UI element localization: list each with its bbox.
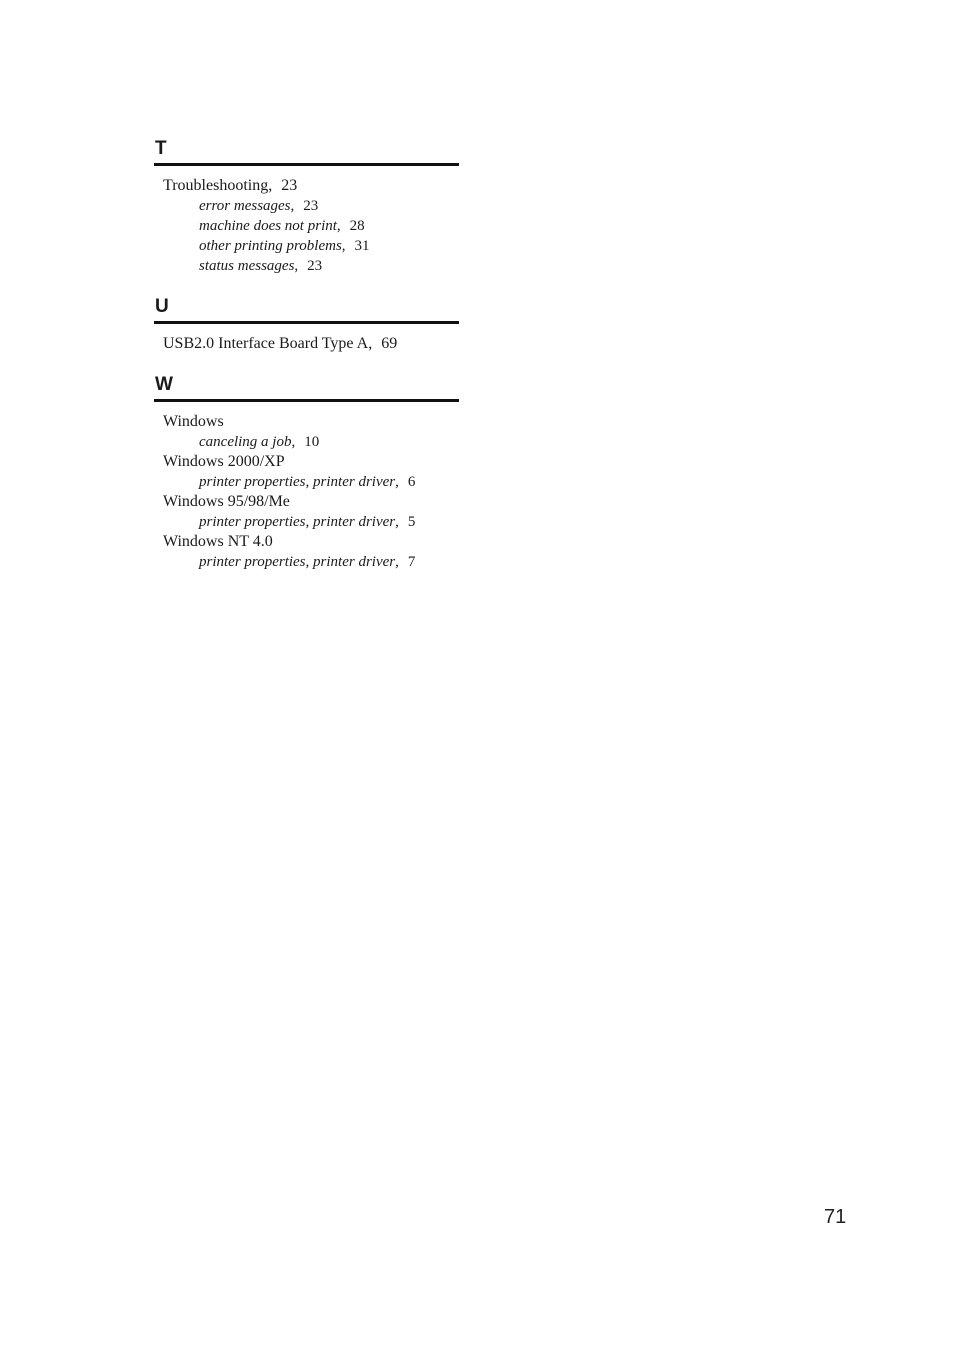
- subentry-page: 7: [407, 554, 416, 570]
- index-subentry: printer properties, printer driver, 5: [199, 514, 416, 530]
- section-letter: U: [155, 296, 169, 317]
- subentry-term: printer properties, printer driver: [199, 474, 396, 490]
- section-rule: [154, 321, 459, 324]
- subentry-term: machine does not print: [199, 218, 337, 234]
- index-subentry: other printing problems, 31: [199, 238, 370, 254]
- index-entry: [154, 412, 459, 432]
- entry-page: 69: [381, 335, 398, 352]
- subentry-term: error messages: [199, 198, 291, 214]
- index-subentry: printer properties, printer driver, 7: [199, 554, 416, 570]
- subentry-page: 10: [304, 434, 320, 450]
- index-entry: Troubleshooting, 23: [163, 177, 298, 194]
- subentry-term: other printing problems: [199, 238, 342, 254]
- entry-term: Troubleshooting: [163, 177, 269, 194]
- entry-term: Windows: [163, 413, 224, 430]
- index-list: [154, 138, 459, 592]
- subentry-page: 6: [407, 474, 416, 490]
- entry-page: 23: [281, 177, 298, 194]
- index-subentry: error messages, 23: [199, 198, 319, 214]
- subentry-term: printer properties, printer driver: [199, 554, 396, 570]
- subentry-page: 28: [349, 218, 365, 234]
- index-entry: [154, 452, 459, 472]
- page-number: 71: [824, 1206, 847, 1228]
- index-subentry: status messages, 23: [199, 258, 323, 274]
- index-subentry: canceling a job, 10: [199, 434, 320, 450]
- subentry-page: 5: [407, 514, 416, 530]
- index-section-t: [154, 138, 459, 276]
- entry-term: USB2.0 Interface Board Type A: [163, 335, 369, 352]
- section-rule: [154, 399, 459, 402]
- index-entry: [154, 492, 459, 512]
- entry-term: Windows NT 4.0: [163, 533, 273, 550]
- subentry-page: 23: [303, 198, 319, 214]
- section-rule: [154, 163, 459, 166]
- subentry-page: 31: [354, 238, 370, 254]
- index-section-w: [154, 374, 459, 572]
- section-letter: T: [155, 138, 167, 159]
- index-entry: USB2.0 Interface Board Type A, 69: [163, 335, 398, 352]
- entry-term: Windows 95/98/Me: [163, 493, 290, 510]
- index-subentry: machine does not print, 28: [199, 218, 365, 234]
- subentry-term: printer properties, printer driver: [199, 514, 396, 530]
- entry-term: Windows 2000/XP: [163, 453, 285, 470]
- subentry-term: status messages: [199, 258, 295, 274]
- subentry-page: 23: [307, 258, 323, 274]
- index-subentry: printer properties, printer driver, 6: [199, 474, 416, 490]
- index-entry: [154, 532, 459, 552]
- subentry-term: canceling a job: [199, 434, 292, 450]
- section-letter: W: [155, 374, 173, 395]
- index-section-u: [154, 296, 459, 354]
